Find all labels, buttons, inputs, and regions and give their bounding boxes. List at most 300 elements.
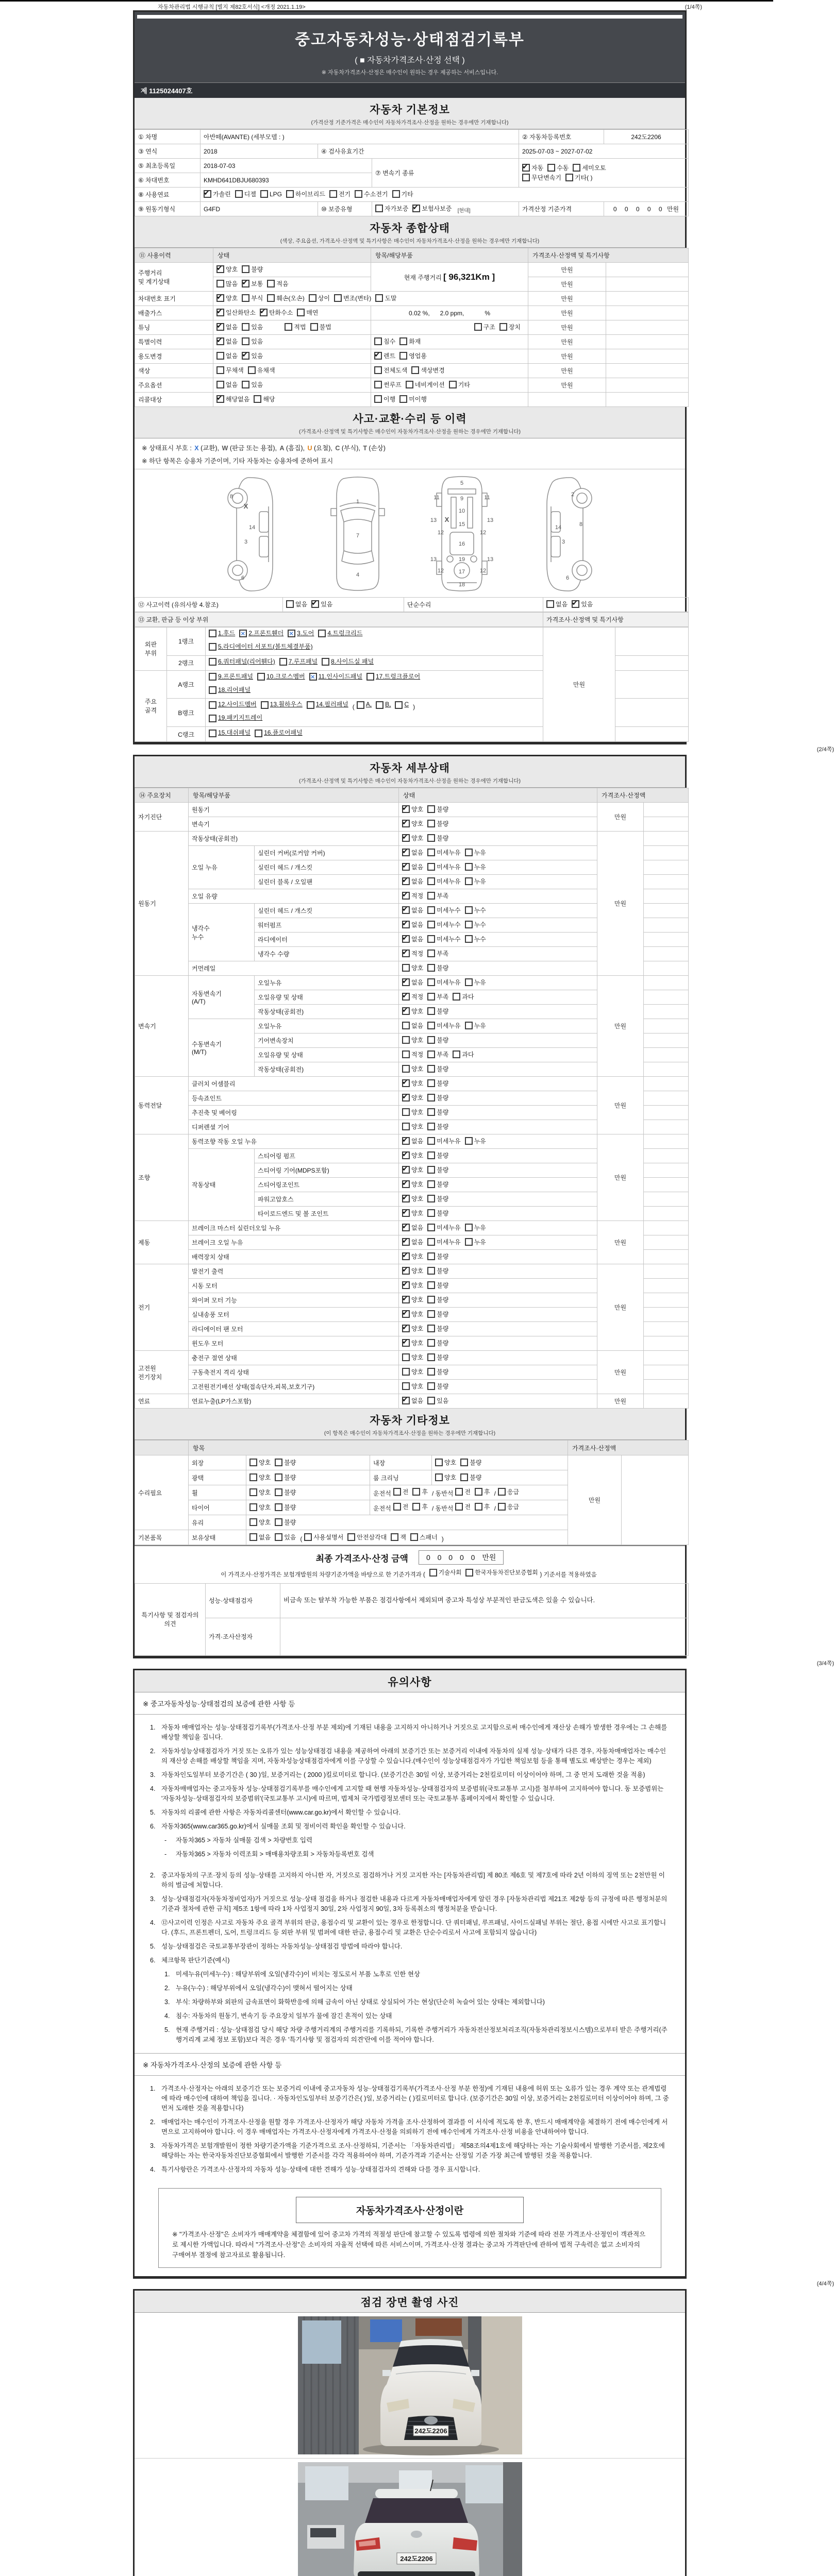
checkbox[interactable] (249, 1533, 257, 1541)
checkbox[interactable] (209, 643, 216, 651)
checkbox[interactable] (286, 600, 294, 608)
checkbox[interactable] (392, 190, 400, 198)
checkbox-checked[interactable] (402, 892, 410, 900)
checkbox[interactable] (249, 1518, 257, 1526)
checkbox[interactable] (260, 190, 268, 198)
checkbox[interactable] (498, 1488, 506, 1496)
checkbox[interactable] (465, 1569, 473, 1577)
checkbox[interactable] (465, 978, 473, 986)
checkbox-option (267, 279, 288, 288)
checkbox[interactable] (406, 381, 413, 388)
checkbox[interactable] (427, 993, 435, 1001)
checkbox[interactable] (427, 849, 435, 856)
checkbox[interactable] (402, 1050, 410, 1058)
checkbox[interactable] (427, 906, 435, 914)
checkbox[interactable] (465, 849, 473, 856)
section-notices-title (135, 1670, 685, 1692)
checkbox[interactable] (275, 1459, 282, 1466)
checkbox[interactable] (374, 395, 382, 403)
checkbox[interactable] (435, 1459, 443, 1466)
checkbox[interactable] (465, 1238, 473, 1246)
checkbox[interactable] (242, 265, 249, 273)
checkbox[interactable] (275, 1473, 282, 1481)
checkbox[interactable] (242, 337, 249, 345)
checkbox[interactable] (465, 921, 473, 928)
option-label: 없음 (411, 936, 424, 943)
accident-history-table (135, 597, 689, 612)
checkbox[interactable] (254, 395, 261, 403)
checkbox[interactable] (209, 686, 216, 694)
checkbox-checked[interactable] (311, 600, 319, 608)
checkbox-checked[interactable] (402, 993, 410, 1001)
option-label: 불법 (319, 324, 331, 331)
checkbox-checked[interactable] (402, 1296, 410, 1303)
checkbox[interactable] (465, 1224, 473, 1231)
checkbox[interactable] (402, 964, 410, 972)
checkbox-checked[interactable] (216, 309, 224, 316)
checkbox-checked[interactable] (402, 1137, 410, 1145)
option-label: 불량 (437, 1109, 449, 1116)
checkbox[interactable] (427, 1224, 435, 1231)
checkbox[interactable] (465, 863, 473, 871)
checkbox-option (260, 308, 293, 317)
status-cell (399, 918, 597, 933)
checkbox[interactable] (402, 1368, 410, 1376)
notice-text: 자동차365 > 자동차 실매물 검색 > 차량번호 입력 (176, 1836, 313, 1844)
checkbox[interactable] (427, 1022, 435, 1029)
checkbox-option (209, 699, 257, 710)
checkbox[interactable] (427, 950, 435, 957)
checkbox[interactable] (216, 381, 224, 388)
checkbox-checked[interactable] (402, 1209, 410, 1217)
checkbox-option (257, 671, 305, 683)
checkbox-option (427, 1209, 448, 1217)
checkbox[interactable] (374, 381, 382, 388)
checkbox[interactable] (427, 935, 435, 943)
checkbox-checked[interactable] (412, 205, 420, 212)
checkbox[interactable] (573, 164, 580, 172)
checkbox[interactable] (286, 190, 294, 198)
checkbox[interactable] (209, 673, 216, 681)
checkbox-option (427, 1122, 448, 1131)
checkbox-option (402, 1137, 423, 1145)
checkbox[interactable] (318, 630, 326, 637)
option-label: 있음 (321, 601, 333, 608)
damage-mark-x: X (444, 516, 449, 523)
checkbox[interactable] (427, 1065, 435, 1073)
notice-item (150, 1822, 671, 1832)
checkbox[interactable] (297, 309, 305, 316)
checkbox[interactable] (235, 190, 243, 198)
checkbox[interactable] (427, 1281, 435, 1289)
option-label: 자가보증 (385, 205, 409, 212)
checkbox[interactable] (427, 1310, 435, 1318)
checkbox-option (465, 1568, 538, 1577)
checkbox[interactable] (547, 164, 555, 172)
option-label: 한국자동차진단보증협회 (475, 1570, 538, 1577)
checkbox[interactable] (376, 701, 383, 709)
checkbox[interactable] (412, 1488, 420, 1496)
checkbox[interactable] (522, 174, 530, 181)
price-cell: 만원 (597, 1134, 644, 1221)
checkbox-checked[interactable] (402, 1195, 410, 1202)
option-label: 수소전기 (364, 191, 388, 198)
item-label: 실내송풍 모터 (189, 1308, 399, 1322)
checkbox-option (522, 173, 561, 182)
checkbox[interactable] (209, 715, 216, 722)
checkbox-checked[interactable] (402, 950, 410, 957)
checkbox[interactable] (248, 366, 256, 374)
checkbox-checked[interactable] (402, 1151, 410, 1159)
option-label: 기타 (458, 381, 470, 388)
checkbox[interactable] (427, 1007, 435, 1015)
checkbox[interactable] (427, 1180, 435, 1188)
checkbox[interactable] (453, 993, 460, 1001)
checkbox[interactable] (209, 630, 216, 637)
notice-number: 1. (164, 1970, 170, 1978)
checkbox[interactable] (429, 1569, 437, 1577)
base-price-cell (604, 202, 689, 216)
item-label: 스티어링 펌프 (255, 1149, 399, 1163)
checkbox[interactable] (395, 701, 403, 709)
checkbox-checked[interactable] (402, 906, 410, 914)
checkbox-checked[interactable] (402, 834, 410, 842)
checkbox[interactable] (275, 1533, 282, 1541)
checkbox-checked[interactable] (402, 1079, 410, 1087)
checkbox-checked[interactable] (288, 630, 295, 637)
checkbox[interactable] (242, 294, 249, 302)
checkbox-checked[interactable] (204, 190, 211, 198)
checkbox-checked[interactable] (402, 978, 410, 986)
checkbox[interactable] (375, 205, 383, 212)
item-label: 디퍼렌셜 기어 (189, 1120, 399, 1134)
checkbox-checked[interactable] (216, 323, 224, 331)
status-cell (399, 1033, 597, 1048)
checkbox-checked[interactable] (402, 1252, 410, 1260)
checkbox-option (374, 395, 395, 403)
checkbox[interactable] (249, 1459, 257, 1466)
section-photos-title (135, 2291, 685, 2313)
checkbox[interactable] (355, 190, 362, 198)
option-label: 5.라디에이터 서포트(볼트체결부품) (218, 642, 313, 650)
checkbox[interactable] (304, 1533, 312, 1541)
checkbox[interactable] (427, 892, 435, 900)
checkbox[interactable] (255, 730, 262, 737)
checkbox[interactable] (427, 820, 435, 827)
checkbox[interactable] (453, 1050, 460, 1058)
checkbox[interactable] (427, 1325, 435, 1332)
checkbox[interactable] (374, 366, 382, 374)
checkbox[interactable] (427, 1397, 435, 1404)
checkbox[interactable] (498, 1503, 506, 1511)
checkbox[interactable] (460, 1459, 468, 1466)
status-cell (399, 1163, 597, 1178)
checkbox[interactable] (465, 1022, 473, 1029)
checkbox-checked[interactable] (402, 1339, 410, 1347)
checkbox[interactable] (546, 600, 554, 608)
checkbox-option (357, 699, 372, 710)
checkbox[interactable] (427, 805, 435, 813)
checkbox-checked[interactable] (402, 1007, 410, 1015)
device-row (135, 976, 689, 990)
checkbox[interactable] (322, 658, 329, 666)
option-label: 양호 (259, 1518, 271, 1526)
option-label: 양호 (226, 295, 238, 302)
checkbox-option (402, 1266, 423, 1275)
checkbox[interactable] (427, 1238, 435, 1246)
checkbox[interactable] (427, 1079, 435, 1087)
checkbox[interactable] (412, 1503, 420, 1511)
checkbox[interactable] (216, 352, 224, 360)
checkbox-checked[interactable] (402, 935, 410, 943)
checkbox[interactable] (402, 1353, 410, 1361)
checkbox-checked[interactable] (374, 352, 382, 360)
checkbox[interactable] (209, 730, 216, 737)
checkbox-checked[interactable] (242, 352, 249, 360)
checkbox[interactable] (427, 964, 435, 972)
checkbox-checked[interactable] (216, 294, 224, 302)
checkbox[interactable] (329, 190, 337, 198)
checkbox[interactable] (475, 1503, 482, 1511)
checkbox[interactable] (249, 1473, 257, 1481)
checkbox-checked[interactable] (402, 849, 410, 856)
notice-item (164, 1836, 671, 1845)
option-label: 누수 (474, 921, 486, 929)
checkbox-checked[interactable] (402, 863, 410, 871)
option-label: 없음 (411, 849, 424, 857)
checkbox[interactable] (427, 1151, 435, 1159)
checkbox[interactable] (209, 658, 216, 666)
checkbox-option (402, 1223, 423, 1232)
price-cell (528, 393, 606, 407)
checkbox-checked[interactable] (402, 1267, 410, 1275)
item-label: 발전기 출력 (189, 1264, 399, 1279)
checkbox[interactable] (449, 381, 457, 388)
checkbox[interactable] (399, 352, 407, 360)
checkbox[interactable] (427, 1123, 435, 1130)
rank-items (206, 727, 543, 742)
option-label: 매연 (306, 309, 319, 316)
checkbox-checked[interactable] (402, 1180, 410, 1188)
checkbox[interactable] (465, 906, 473, 914)
kita-header-price: 가격조사·산정액 (568, 1440, 689, 1455)
checkbox-checked[interactable] (309, 673, 317, 681)
option-label: 불량 (437, 1065, 449, 1073)
price-cell: 만원 (597, 976, 644, 1077)
checkbox-checked[interactable] (402, 1325, 410, 1332)
checkbox-checked[interactable] (402, 1310, 410, 1318)
checkbox[interactable] (455, 1488, 463, 1496)
checkbox[interactable] (427, 978, 435, 986)
checkbox[interactable] (427, 1296, 435, 1303)
summary-header-status: 상태 (213, 248, 371, 263)
checkbox[interactable] (465, 877, 473, 885)
checkbox[interactable] (427, 877, 435, 885)
notice-text: 성능·상태점검자(자동차정비업자)가 거짓으로 성능·상태 점검을 하거나 점검한 내용과 다르게 자동차매매업자에게 알린 경우 [자동차관리법 제21조 제2항 등의 규정에 따른 행정처분의 기준과 절차에 관한 규칙] 제5조 1항에 따라 1차 사업정지 30일, 2차 사업정지 90일, 3차 등록취소의 행정처분을 받습니다. (161, 1895, 668, 1912)
rank-items (206, 655, 543, 670)
sub-label: 오일 누유 (189, 846, 255, 889)
checkbox[interactable] (391, 1533, 398, 1541)
checkbox[interactable] (275, 1518, 282, 1526)
checkbox-option (402, 1007, 423, 1015)
checkbox[interactable] (475, 1488, 482, 1496)
checkbox[interactable] (374, 337, 382, 345)
photo-rear-wrap (135, 2459, 685, 2576)
checkbox[interactable] (399, 337, 407, 345)
damage-mark-x: X (243, 502, 248, 510)
checkbox[interactable] (375, 294, 383, 302)
checkbox[interactable] (427, 1209, 435, 1217)
checkbox-option (374, 380, 402, 389)
checkbox[interactable] (249, 1503, 257, 1511)
note-cell (644, 846, 689, 860)
checkbox-checked[interactable] (402, 820, 410, 827)
checkbox[interactable] (565, 174, 573, 181)
checkbox[interactable] (455, 1503, 463, 1511)
checkbox[interactable] (402, 1382, 410, 1390)
option-label: 후 (484, 1503, 490, 1511)
checkbox[interactable] (261, 701, 269, 709)
checkbox-checked[interactable] (216, 265, 224, 273)
checkbox[interactable] (427, 1252, 435, 1260)
option-label: 적정 (411, 1051, 424, 1059)
checkbox[interactable] (427, 921, 435, 928)
status-cell (213, 349, 371, 364)
checkbox-checked[interactable] (402, 1224, 410, 1231)
checkbox[interactable] (285, 323, 292, 331)
status-cell (399, 803, 597, 817)
checkbox-option (402, 1310, 423, 1318)
checkbox[interactable] (427, 1368, 435, 1376)
usage-label: 용도변경 (135, 349, 213, 364)
damage-code-label: (흠집), (284, 445, 307, 452)
checkbox-checked[interactable] (402, 1281, 410, 1289)
checkbox[interactable] (427, 1036, 435, 1044)
checkbox[interactable] (402, 1123, 410, 1130)
device-label: 자기진단 (135, 803, 189, 832)
checkbox[interactable] (427, 1166, 435, 1174)
checkbox-option (402, 1021, 423, 1030)
checkbox-checked[interactable] (402, 1094, 410, 1101)
checkbox-option (427, 819, 448, 828)
checkbox[interactable] (310, 323, 318, 331)
checkbox[interactable] (410, 1533, 418, 1541)
checkbox[interactable] (334, 294, 342, 302)
checkbox[interactable] (427, 834, 435, 842)
option-label: 불량 (284, 1459, 296, 1466)
checkbox[interactable] (402, 1065, 410, 1073)
checkbox-option (275, 1533, 296, 1541)
checkbox[interactable] (393, 1503, 401, 1511)
checkbox[interactable] (216, 366, 224, 374)
checkbox[interactable] (402, 1108, 410, 1116)
checkbox-checked[interactable] (260, 309, 268, 316)
checkbox[interactable] (427, 863, 435, 871)
checkbox[interactable] (427, 1339, 435, 1347)
checkbox-checked[interactable] (216, 337, 224, 345)
checkbox[interactable] (427, 1050, 435, 1058)
option-label: 디젤 (244, 191, 256, 198)
checkbox-checked[interactable] (402, 1166, 410, 1174)
checkbox[interactable] (309, 294, 316, 302)
checkbox[interactable] (216, 280, 224, 287)
checkbox-checked[interactable] (572, 600, 579, 608)
checkbox-checked[interactable] (402, 877, 410, 885)
checkbox-checked[interactable] (242, 280, 249, 287)
checkbox[interactable] (267, 280, 275, 287)
checkbox[interactable] (474, 323, 482, 331)
notice-list-b (135, 2076, 685, 2183)
checkbox[interactable] (275, 1488, 282, 1496)
checkbox[interactable] (427, 1137, 435, 1145)
checkbox[interactable] (427, 1094, 435, 1101)
checkbox[interactable] (427, 1353, 435, 1361)
checkbox[interactable] (257, 673, 265, 681)
first-reg-value: 2018-07-03 (201, 159, 372, 173)
checkbox[interactable] (209, 701, 216, 709)
checkbox-checked[interactable] (402, 1238, 410, 1246)
checkbox[interactable] (307, 701, 314, 709)
option-label: 세미오토 (582, 164, 606, 172)
checkbox[interactable] (460, 1473, 468, 1481)
checkbox[interactable] (399, 395, 407, 403)
option-label: 없음 (411, 863, 424, 871)
checkbox[interactable] (465, 935, 473, 943)
status-cell (399, 1062, 597, 1077)
checkbox-checked[interactable] (402, 921, 410, 928)
checkbox-checked[interactable] (216, 395, 224, 403)
checkbox-option (427, 1238, 460, 1246)
checkbox-checked[interactable] (522, 164, 530, 172)
checkbox[interactable] (499, 323, 507, 331)
option-label: 누유 (474, 979, 486, 987)
option-label: 응급 (507, 1503, 520, 1511)
item-label: 동력조향 작동 오일 누유 (189, 1134, 399, 1149)
checkbox[interactable] (357, 701, 364, 709)
checkbox[interactable] (279, 658, 287, 666)
panel-category: 주요 골격 (135, 670, 167, 741)
checkbox[interactable] (267, 294, 275, 302)
checkbox[interactable] (411, 366, 419, 374)
checkbox[interactable] (242, 381, 249, 388)
checkbox-option (209, 628, 235, 639)
note-cell (644, 803, 689, 817)
checkbox[interactable] (275, 1503, 282, 1511)
checkbox-checked[interactable] (402, 1397, 410, 1404)
checkbox[interactable] (435, 1473, 443, 1481)
checkbox-checked[interactable] (239, 630, 247, 637)
remarks-side-label: 특기사항 및 점검자의 의견 (135, 1583, 206, 1655)
checkbox[interactable] (242, 323, 249, 331)
device-label: 원동기 (135, 832, 189, 976)
checkbox[interactable] (366, 673, 374, 681)
checkbox-checked[interactable] (402, 805, 410, 813)
checkbox[interactable] (427, 1195, 435, 1202)
checkbox[interactable] (402, 1022, 410, 1029)
checkbox-option (275, 1458, 296, 1467)
checkbox[interactable] (393, 1488, 401, 1496)
checkbox[interactable] (427, 1108, 435, 1116)
checkbox-option (427, 1353, 448, 1362)
checkbox-option (393, 1502, 409, 1511)
checkbox[interactable] (427, 1267, 435, 1275)
checkbox[interactable] (427, 1382, 435, 1390)
checkbox[interactable] (249, 1488, 257, 1496)
checkbox[interactable] (465, 1137, 473, 1145)
checkbox[interactable] (347, 1533, 355, 1541)
transmission-options (519, 159, 689, 188)
checkbox[interactable] (402, 1036, 410, 1044)
